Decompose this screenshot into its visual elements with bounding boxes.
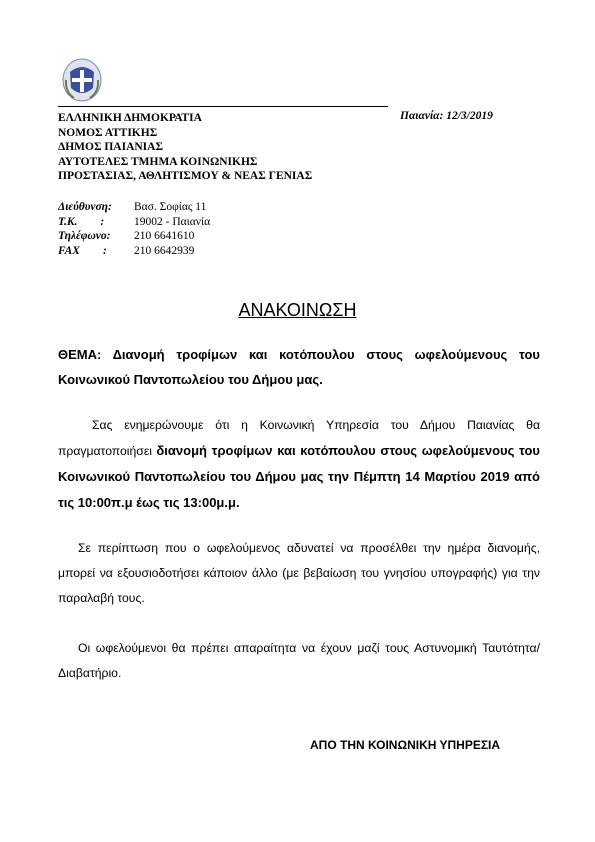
- paragraph-bold-text: διανομή τροφίμων και κοτόπουλου στους ωφελούμενους του Κοινωνικού Παντοπωλείου του Δήμου μας την Πέμπτη 14 Μαρτίου 2019 από τις 10:00π.μ έως τις 13:00μ.μ.: [58, 443, 540, 510]
- paragraph-authorization: [58, 536, 540, 611]
- contact-details: [58, 200, 210, 258]
- issuer-header: [58, 106, 388, 184]
- greek-coat-of-arms-icon: [62, 58, 102, 102]
- header-line: ΑΥΤΟΤΕΛΕΣ ΤΜΗΜΑ ΚΟΙΝΩΝΙΚΗΣ: [58, 155, 258, 168]
- header-line: ΔΗΜΟΣ ΠΑΙΑΝΙΑΣ: [58, 141, 163, 153]
- contact-label: Τηλέφωνο:: [58, 230, 111, 242]
- header-line: ΕΛΛΗΝΙΚΗ ΔΗΜΟΚΡΑΤΙΑ: [58, 112, 202, 124]
- contact-row: [58, 229, 210, 244]
- document-date: Παιανία: 12/3/2019: [400, 110, 493, 122]
- announcement-title: ΑΝΑΚΟΙΝΩΣΗ: [238, 300, 357, 320]
- paragraph-text: Σας ενημερώνουμε ότι η Κοινωνική Υπηρεσία του Δήμου Παιανίας θα πραγματοποιήσει: [58, 418, 540, 458]
- paragraph-text: Οι ωφελούμενοι θα πρέπει απαραίτητα να έχουν μαζί τους Αστυνομική Ταυτότητα/Διαβατήριο.: [58, 641, 540, 680]
- contact-row: [58, 215, 210, 230]
- paragraph-distribution: [58, 413, 540, 516]
- header-line: ΠΡΟΣΤΑΣΙΑΣ, ΑΘΛΗΤΙΣΜΟΥ & ΝΕΑΣ ΓΕΝΙΑΣ: [58, 170, 313, 182]
- contact-value: 210 6642939: [134, 244, 195, 257]
- paragraph-id-requirement: [58, 636, 540, 686]
- contact-value: 210 6641610: [134, 230, 195, 242]
- contact-label: Διεύθυνση:: [58, 201, 112, 213]
- contact-label: Τ.Κ. :: [58, 215, 105, 228]
- subject-line: ΘΕΜΑ: Διανομή τροφίμων και κοτόπουλου στους ωφελούμενους του Κοινωνικού Παντοπωλείου του Δήμου μας.: [58, 347, 540, 387]
- contact-value: 19002 - Παιανία: [134, 215, 211, 228]
- contact-label: FAX :: [58, 244, 107, 257]
- signature-line: ΑΠΟ ΤΗΝ ΚΟΙΝΩΝΙΚΗ ΥΠΗΡΕΣΙΑ: [310, 738, 501, 752]
- paragraph-text: Σε περίπτωση που ο ωφελούμενος αδυνατεί να προσέλθει την ημέρα διανομής, μπορεί να εξουσιοδοτήσει κάποιον άλλο (με βεβαίωση του γνησίου υπογραφής) για την παραλαβή τους.: [58, 541, 540, 605]
- announcement-title-wrap: [0, 300, 595, 321]
- contact-row: [58, 200, 210, 215]
- contact-value: Βασ. Σοφίας 11: [134, 201, 207, 213]
- header-line: ΝΟΜΟΣ ΑΤΤΙΚΗΣ: [58, 126, 158, 139]
- contact-row: [58, 244, 210, 259]
